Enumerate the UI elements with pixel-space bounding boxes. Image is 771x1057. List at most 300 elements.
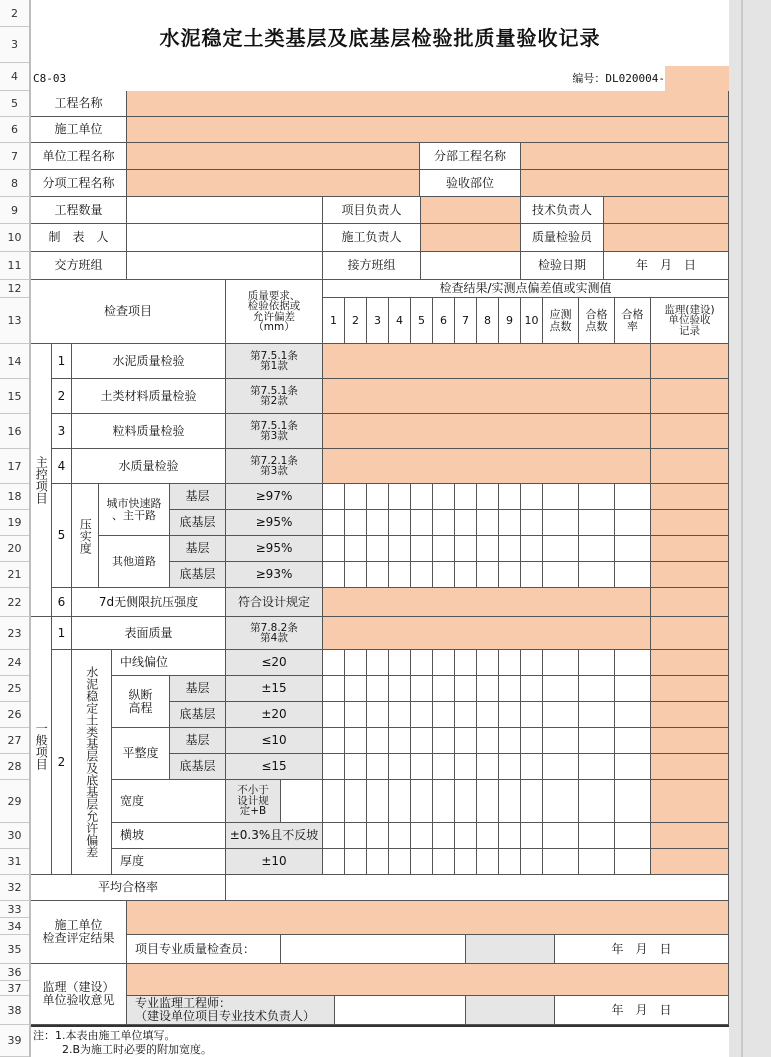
measurement-input[interactable] bbox=[389, 780, 411, 823]
measurement-input[interactable] bbox=[389, 510, 411, 536]
row-number: 36 bbox=[0, 964, 29, 981]
measurement-input[interactable] bbox=[455, 562, 477, 588]
label-unit-project: 单位工程名称 bbox=[31, 143, 127, 170]
row-number: 16 bbox=[0, 414, 29, 449]
header-points-measured: 应测 点数 bbox=[543, 298, 579, 344]
label-preparer: 制 表 人 bbox=[31, 224, 127, 252]
quality-checker-stamp[interactable] bbox=[466, 935, 555, 964]
measurement-input[interactable] bbox=[411, 536, 433, 562]
supervisor-signature[interactable] bbox=[335, 996, 466, 1025]
measurement-input[interactable] bbox=[411, 754, 433, 780]
item-supervision-input[interactable] bbox=[651, 536, 729, 562]
header-pass-rate: 合格 率 bbox=[615, 298, 651, 344]
header-col-number: 6 bbox=[433, 298, 455, 344]
item-supervision-input[interactable] bbox=[651, 562, 729, 588]
measurement-input[interactable] bbox=[389, 849, 411, 875]
measurement-input[interactable] bbox=[323, 849, 345, 875]
supervisor-stamp[interactable] bbox=[466, 996, 555, 1025]
measurement-input[interactable] bbox=[499, 702, 521, 728]
measurement-input[interactable] bbox=[389, 702, 411, 728]
measurement-input[interactable] bbox=[455, 702, 477, 728]
item-result-input[interactable] bbox=[323, 617, 651, 650]
row-number: 28 bbox=[0, 754, 29, 780]
measurement-input[interactable] bbox=[367, 650, 389, 676]
row-number: 22 bbox=[0, 588, 29, 617]
item-supervision-input[interactable] bbox=[651, 344, 729, 379]
measurement-input[interactable] bbox=[433, 754, 455, 780]
measurement-input[interactable] bbox=[323, 754, 345, 780]
measurement-input[interactable] bbox=[499, 676, 521, 702]
receiving-team-input[interactable] bbox=[421, 252, 521, 280]
measurement-input[interactable] bbox=[543, 484, 579, 510]
measurement-input[interactable] bbox=[521, 536, 543, 562]
measurement-input[interactable] bbox=[477, 754, 499, 780]
row-number: 18 bbox=[0, 484, 29, 510]
compaction-name: 压实度 bbox=[72, 484, 99, 588]
preparer-input[interactable] bbox=[127, 224, 323, 252]
measurement-input[interactable] bbox=[615, 650, 651, 676]
row-number: 8 bbox=[0, 170, 29, 197]
quality-inspector-input[interactable] bbox=[604, 224, 729, 252]
measurement-input[interactable] bbox=[367, 676, 389, 702]
row-number: 25 bbox=[0, 676, 29, 702]
item-number: 3 bbox=[52, 414, 72, 449]
measurement-input[interactable] bbox=[499, 849, 521, 875]
measurement-input[interactable] bbox=[543, 510, 579, 536]
row-number: 34 bbox=[0, 918, 29, 935]
measurement-input[interactable] bbox=[433, 823, 455, 849]
measurement-input[interactable] bbox=[411, 780, 433, 823]
measurement-input[interactable] bbox=[521, 562, 543, 588]
item-requirement: 第7.8.2条 第4款 bbox=[226, 617, 323, 650]
measurement-input[interactable] bbox=[433, 650, 455, 676]
item-result-input[interactable] bbox=[323, 379, 651, 414]
measurement-input[interactable] bbox=[389, 562, 411, 588]
measurement-input[interactable] bbox=[389, 728, 411, 754]
measurement-input[interactable] bbox=[345, 536, 367, 562]
label-supervision-opinion: 监理（建设） 单位验收意见 bbox=[31, 964, 127, 1025]
serial-number-input[interactable] bbox=[665, 66, 729, 91]
measurement-input[interactable] bbox=[499, 728, 521, 754]
measurement-input[interactable] bbox=[615, 702, 651, 728]
measurement-input[interactable] bbox=[477, 676, 499, 702]
measurement-input[interactable] bbox=[477, 650, 499, 676]
measurement-input[interactable] bbox=[345, 562, 367, 588]
row-number: 19 bbox=[0, 510, 29, 536]
row-number: 20 bbox=[0, 536, 29, 562]
measurement-input[interactable] bbox=[543, 754, 579, 780]
measurement-input[interactable] bbox=[433, 536, 455, 562]
row-number: 4 bbox=[0, 63, 29, 91]
item-name: 7d无侧限抗压强度 bbox=[72, 588, 226, 617]
row-number: 39 bbox=[0, 1025, 29, 1057]
header-col-number: 3 bbox=[367, 298, 389, 344]
item-supervision-input[interactable] bbox=[651, 379, 729, 414]
measurement-input[interactable] bbox=[615, 536, 651, 562]
measurement-input[interactable] bbox=[615, 676, 651, 702]
measurement-input[interactable] bbox=[433, 562, 455, 588]
header-inspection-items: 检查项目 bbox=[31, 280, 226, 344]
item-requirement: 符合设计规定 bbox=[226, 588, 323, 617]
deviation-requirement: ≤10 bbox=[226, 728, 323, 754]
measurement-input[interactable] bbox=[477, 702, 499, 728]
deviation-item: 厚度 bbox=[112, 849, 226, 875]
quantity-input[interactable] bbox=[127, 197, 323, 224]
header-col-number: 4 bbox=[389, 298, 411, 344]
measurement-input[interactable] bbox=[477, 849, 499, 875]
item-name: 水泥质量检验 bbox=[72, 344, 226, 379]
measurement-input[interactable] bbox=[389, 536, 411, 562]
measurement-input[interactable] bbox=[323, 823, 345, 849]
measurement-input[interactable] bbox=[367, 702, 389, 728]
item-supervision-input[interactable] bbox=[651, 617, 729, 650]
measurement-input[interactable] bbox=[411, 728, 433, 754]
label-item-project: 分项工程名称 bbox=[31, 170, 127, 197]
measurement-input[interactable] bbox=[367, 823, 389, 849]
row-number: 13 bbox=[0, 298, 29, 344]
measurement-input[interactable] bbox=[499, 823, 521, 849]
measurement-input[interactable] bbox=[433, 849, 455, 875]
measurement-input[interactable] bbox=[615, 484, 651, 510]
label-quantity: 工程数量 bbox=[31, 197, 127, 224]
label-tech-manager: 技术负责人 bbox=[521, 197, 604, 224]
measurement-input[interactable] bbox=[367, 849, 389, 875]
item-name: 粒料质量检验 bbox=[72, 414, 226, 449]
measurement-input[interactable] bbox=[345, 676, 367, 702]
item-name: 表面质量 bbox=[72, 617, 226, 650]
measurement-input[interactable] bbox=[323, 650, 345, 676]
compaction-requirement: ≥93% bbox=[226, 562, 323, 588]
item-supervision-input[interactable] bbox=[651, 588, 729, 617]
compaction-layer: 基层 bbox=[170, 484, 226, 510]
measurement-input[interactable] bbox=[455, 484, 477, 510]
measurement-input[interactable] bbox=[433, 676, 455, 702]
serial-label: 编号：DL020004- bbox=[572, 72, 665, 85]
tech-manager-input[interactable] bbox=[604, 197, 729, 224]
measurement-input[interactable] bbox=[323, 484, 345, 510]
width-extra-input[interactable] bbox=[281, 780, 323, 823]
measurement-input[interactable] bbox=[543, 676, 579, 702]
item-number: 6 bbox=[52, 588, 72, 617]
measurement-input[interactable] bbox=[579, 510, 615, 536]
label-quality-checker: 项目专业质量检查员： bbox=[127, 935, 281, 964]
measurement-input[interactable] bbox=[433, 702, 455, 728]
measurement-input[interactable] bbox=[499, 780, 521, 823]
item-project-input[interactable] bbox=[127, 170, 420, 197]
row-number: 35 bbox=[0, 935, 29, 964]
measurement-input[interactable] bbox=[411, 510, 433, 536]
item-number: 1 bbox=[52, 344, 72, 379]
measurement-input[interactable] bbox=[477, 510, 499, 536]
item-number: 4 bbox=[52, 449, 72, 484]
measurement-input[interactable] bbox=[579, 702, 615, 728]
measurement-input[interactable] bbox=[455, 676, 477, 702]
deviation-item: 横坡 bbox=[112, 823, 226, 849]
measurement-input[interactable] bbox=[543, 780, 579, 823]
item-result-input[interactable] bbox=[323, 344, 651, 379]
measurement-input[interactable] bbox=[323, 780, 345, 823]
deviation-requirement: ≤20 bbox=[226, 650, 323, 676]
header-col-number: 7 bbox=[455, 298, 477, 344]
deviation-item: 宽度 bbox=[112, 780, 226, 823]
measurement-input[interactable] bbox=[521, 676, 543, 702]
measurement-input[interactable] bbox=[499, 484, 521, 510]
row-number: 21 bbox=[0, 562, 29, 588]
measurement-input[interactable] bbox=[615, 728, 651, 754]
header-points-qualified: 合格 点数 bbox=[579, 298, 615, 344]
deviation-layer: 底基层 bbox=[170, 702, 226, 728]
measurement-input[interactable] bbox=[323, 702, 345, 728]
measurement-input[interactable] bbox=[499, 562, 521, 588]
row-number: 29 bbox=[0, 780, 29, 823]
row-number: 5 bbox=[0, 91, 29, 117]
measurement-input[interactable] bbox=[499, 510, 521, 536]
measurement-input[interactable] bbox=[367, 510, 389, 536]
measurement-input[interactable] bbox=[411, 823, 433, 849]
measurement-input[interactable] bbox=[521, 823, 543, 849]
measurement-input[interactable] bbox=[579, 484, 615, 510]
measurement-input[interactable] bbox=[345, 823, 367, 849]
measurement-input[interactable] bbox=[367, 754, 389, 780]
construction-eval-input[interactable] bbox=[127, 901, 729, 935]
deviation-layer: 基层 bbox=[170, 728, 226, 754]
measurement-input[interactable] bbox=[389, 484, 411, 510]
item-supervision-input[interactable] bbox=[651, 780, 729, 823]
item-supervision-input[interactable] bbox=[651, 823, 729, 849]
row-number: 30 bbox=[0, 823, 29, 849]
measurement-input[interactable] bbox=[433, 728, 455, 754]
measurement-input[interactable] bbox=[455, 823, 477, 849]
supervision-opinion-input[interactable] bbox=[127, 964, 729, 996]
measurement-input[interactable] bbox=[521, 484, 543, 510]
item-supervision-input[interactable] bbox=[651, 702, 729, 728]
deviation-requirement: ±15 bbox=[226, 676, 323, 702]
measurement-input[interactable] bbox=[477, 823, 499, 849]
deviation-group: 纵断 高程 bbox=[112, 676, 170, 728]
note-2: 2.B为施工时必要的附加宽度。 bbox=[62, 1043, 213, 1056]
measurement-input[interactable] bbox=[411, 484, 433, 510]
measurement-input[interactable] bbox=[455, 510, 477, 536]
quality-checker-signature[interactable] bbox=[281, 935, 466, 964]
item-result-input[interactable] bbox=[323, 414, 651, 449]
measurement-input[interactable] bbox=[499, 536, 521, 562]
measurement-input[interactable] bbox=[323, 676, 345, 702]
measurement-input[interactable] bbox=[615, 780, 651, 823]
item-requirement: 第7.5.1条 第2款 bbox=[226, 379, 323, 414]
measurement-input[interactable] bbox=[323, 536, 345, 562]
measurement-input[interactable] bbox=[521, 754, 543, 780]
measurement-input[interactable] bbox=[455, 780, 477, 823]
measurement-input[interactable] bbox=[411, 562, 433, 588]
measurement-input[interactable] bbox=[543, 536, 579, 562]
measurement-input[interactable] bbox=[499, 754, 521, 780]
compaction-layer: 底基层 bbox=[170, 510, 226, 536]
header-col-number: 5 bbox=[411, 298, 433, 344]
measurement-input[interactable] bbox=[579, 754, 615, 780]
measurement-input[interactable] bbox=[615, 510, 651, 536]
measurement-input[interactable] bbox=[579, 849, 615, 875]
item-result-input[interactable] bbox=[323, 588, 651, 617]
measurement-input[interactable] bbox=[543, 849, 579, 875]
measurement-input[interactable] bbox=[455, 849, 477, 875]
deviation-requirement: ±20 bbox=[226, 702, 323, 728]
measurement-input[interactable] bbox=[323, 728, 345, 754]
measurement-input[interactable] bbox=[367, 536, 389, 562]
row-number: 14 bbox=[0, 344, 29, 379]
header-col-number: 1 bbox=[323, 298, 345, 344]
measurement-input[interactable] bbox=[345, 510, 367, 536]
item-supervision-input[interactable] bbox=[651, 754, 729, 780]
measurement-input[interactable] bbox=[521, 780, 543, 823]
measurement-input[interactable] bbox=[543, 562, 579, 588]
row-number: 17 bbox=[0, 449, 29, 484]
measurement-input[interactable] bbox=[543, 728, 579, 754]
measurement-input[interactable] bbox=[615, 562, 651, 588]
measurement-input[interactable] bbox=[477, 536, 499, 562]
avg-pass-rate-input[interactable] bbox=[226, 875, 729, 901]
item-supervision-input[interactable] bbox=[651, 650, 729, 676]
grid-margin bbox=[729, 0, 771, 1057]
measurement-input[interactable] bbox=[389, 676, 411, 702]
item-requirement: 第7.5.1条 第3款 bbox=[226, 414, 323, 449]
item-name: 水质量检验 bbox=[72, 449, 226, 484]
measurement-input[interactable] bbox=[543, 823, 579, 849]
row-number: 32 bbox=[0, 875, 29, 901]
measurement-input[interactable] bbox=[411, 702, 433, 728]
measurement-input[interactable] bbox=[411, 676, 433, 702]
measurement-input[interactable] bbox=[389, 650, 411, 676]
measurement-input[interactable] bbox=[579, 562, 615, 588]
construction-unit-input[interactable] bbox=[127, 117, 729, 143]
item-number: 2 bbox=[52, 650, 72, 875]
measurement-input[interactable] bbox=[345, 754, 367, 780]
measurement-input[interactable] bbox=[579, 823, 615, 849]
item-supervision-input[interactable] bbox=[651, 510, 729, 536]
inspection-date-input: 年 月 日 bbox=[604, 252, 729, 280]
handover-team-input[interactable] bbox=[127, 252, 323, 280]
acceptance-part-input[interactable] bbox=[521, 170, 729, 197]
project-manager-input[interactable] bbox=[421, 197, 521, 224]
measurement-input[interactable] bbox=[477, 562, 499, 588]
measurement-input[interactable] bbox=[615, 823, 651, 849]
measurement-input[interactable] bbox=[345, 849, 367, 875]
label-project-manager: 项目负责人 bbox=[323, 197, 421, 224]
item-supervision-input[interactable] bbox=[651, 728, 729, 754]
header-col-number: 8 bbox=[477, 298, 499, 344]
sub-project-input[interactable] bbox=[521, 143, 729, 170]
measurement-input[interactable] bbox=[345, 702, 367, 728]
measurement-input[interactable] bbox=[411, 849, 433, 875]
measurement-input[interactable] bbox=[521, 702, 543, 728]
measurement-input[interactable] bbox=[615, 849, 651, 875]
measurement-input[interactable] bbox=[579, 780, 615, 823]
item-supervision-input[interactable] bbox=[651, 449, 729, 484]
measurement-input[interactable] bbox=[477, 728, 499, 754]
item-supervision-input[interactable] bbox=[651, 676, 729, 702]
measurement-input[interactable] bbox=[455, 536, 477, 562]
measurement-input[interactable] bbox=[455, 728, 477, 754]
row-number: 11 bbox=[0, 252, 29, 280]
deviation-item: 中线偏位 bbox=[112, 650, 226, 676]
measurement-input[interactable] bbox=[323, 510, 345, 536]
row-number: 37 bbox=[0, 981, 29, 996]
item-supervision-input[interactable] bbox=[651, 484, 729, 510]
label-supervisor-engineer: 专业监理工程师： （建设单位项目专业技术负责人） bbox=[127, 996, 335, 1025]
label-quality-inspector: 质量检验员 bbox=[521, 224, 604, 252]
measurement-input[interactable] bbox=[345, 484, 367, 510]
measurement-input[interactable] bbox=[615, 754, 651, 780]
row-number: 26 bbox=[0, 702, 29, 728]
compaction-requirement: ≥95% bbox=[226, 536, 323, 562]
measurement-input[interactable] bbox=[579, 650, 615, 676]
measurement-input[interactable] bbox=[521, 510, 543, 536]
measurement-input[interactable] bbox=[521, 650, 543, 676]
measurement-input[interactable] bbox=[367, 562, 389, 588]
measurement-input[interactable] bbox=[579, 728, 615, 754]
deviation-requirement: 不小于 设计规 定+B bbox=[226, 780, 281, 823]
construction-eval-date: 年 月 日 bbox=[555, 935, 729, 964]
compaction-requirement: ≥95% bbox=[226, 510, 323, 536]
measurement-input[interactable] bbox=[367, 484, 389, 510]
item-number: 2 bbox=[52, 379, 72, 414]
measurement-input[interactable] bbox=[455, 650, 477, 676]
measurement-input[interactable] bbox=[323, 562, 345, 588]
measurement-input[interactable] bbox=[433, 780, 455, 823]
measurement-input[interactable] bbox=[455, 754, 477, 780]
measurement-input[interactable] bbox=[579, 676, 615, 702]
label-project-name: 工程名称 bbox=[31, 91, 127, 117]
measurement-input[interactable] bbox=[345, 780, 367, 823]
measurement-input[interactable] bbox=[411, 650, 433, 676]
row-number: 24 bbox=[0, 650, 29, 676]
project-name-input[interactable] bbox=[127, 91, 729, 117]
scroll-divider bbox=[741, 0, 743, 1057]
measurement-input[interactable] bbox=[579, 536, 615, 562]
header-results: 检查结果/实测点偏差值或实测值 bbox=[323, 280, 729, 298]
construction-manager-input[interactable] bbox=[421, 224, 521, 252]
deviation-name: 水泥稳定土类基层及底基层允许偏差 bbox=[72, 650, 112, 875]
measurement-input[interactable] bbox=[477, 484, 499, 510]
unit-project-input[interactable] bbox=[127, 143, 420, 170]
item-result-input[interactable] bbox=[323, 449, 651, 484]
measurement-input[interactable] bbox=[543, 702, 579, 728]
measurement-input[interactable] bbox=[367, 780, 389, 823]
measurement-input[interactable] bbox=[367, 728, 389, 754]
row-number: 10 bbox=[0, 224, 29, 252]
supervision-opinion-date: 年 月 日 bbox=[555, 996, 729, 1025]
measurement-input[interactable] bbox=[521, 728, 543, 754]
row-number: 15 bbox=[0, 379, 29, 414]
measurement-input[interactable] bbox=[345, 650, 367, 676]
measurement-input[interactable] bbox=[521, 849, 543, 875]
measurement-input[interactable] bbox=[389, 754, 411, 780]
label-construction-eval: 施工单位 检查评定结果 bbox=[31, 901, 127, 964]
item-supervision-input[interactable] bbox=[651, 849, 729, 875]
measurement-input[interactable] bbox=[543, 650, 579, 676]
row-number: 12 bbox=[0, 280, 29, 298]
measurement-input[interactable] bbox=[433, 510, 455, 536]
page-title: 水泥稳定土类基层及底基层检验批质量验收记录 bbox=[159, 25, 601, 50]
item-supervision-input[interactable] bbox=[651, 414, 729, 449]
measurement-input[interactable] bbox=[433, 484, 455, 510]
measurement-input[interactable] bbox=[477, 780, 499, 823]
deviation-requirement: ±0.3%且不反坡 bbox=[226, 823, 323, 849]
label-handover-team: 交方班组 bbox=[31, 252, 127, 280]
measurement-input[interactable] bbox=[345, 728, 367, 754]
measurement-input[interactable] bbox=[389, 823, 411, 849]
measurement-input[interactable] bbox=[499, 650, 521, 676]
header-col-number: 2 bbox=[345, 298, 367, 344]
